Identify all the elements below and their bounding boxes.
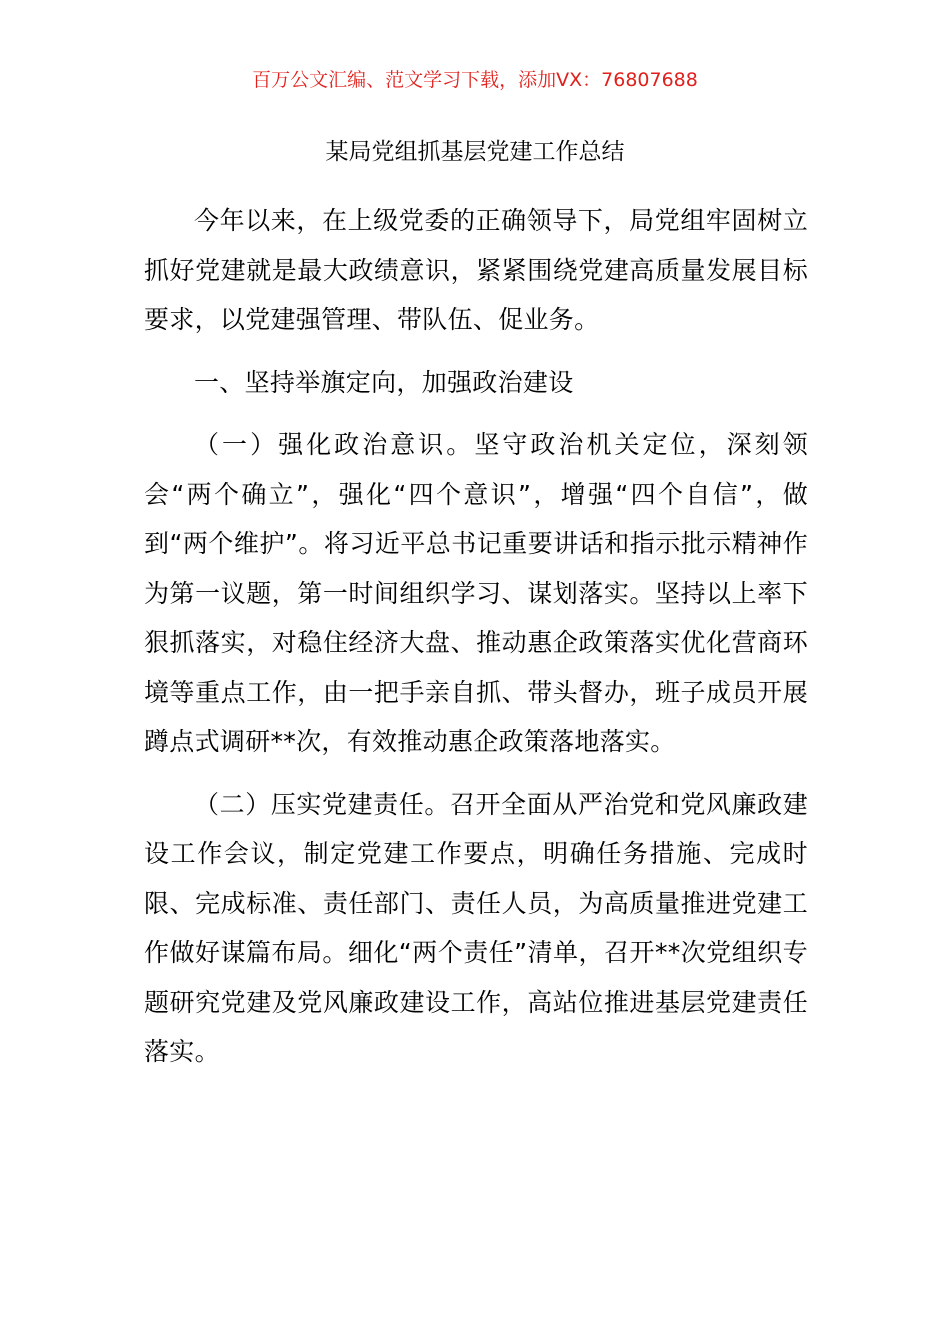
subsection-paragraph-2: （二）压实党建责任。召开全面从严治党和党风廉政建设工作会议，制定党建工作要点，明确任务措施、完成时限、完成标准、责任部门、责任人员，为高质量推进党建工作做好谋篇布局。细化“两个责任”清单，召开**次党组织专题研究党建及党风廉政建设工作，高站位推进基层党建责任落实。 — [144, 789, 808, 1066]
subsection-paragraph-1: （一）强化政治意识。坚守政治机关定位，深刻领会“两个确立”，强化“四个意识”，增强“四个自信”，做到“两个维护”。将习近平总书记重要讲话和指示批示精神作为第一议题，第一时间组织学习、谋划落实。坚持以上率下狠抓落实，对稳住经济大盘、推动惠企政策落实优化营商环境等重点工作，由一把手亲自抓、带头督办，班子成员开展蹲点式调研**次，有效推动惠企政策落地落实。 — [144, 430, 808, 756]
section-heading-1: 一、坚持举旗定向，加强政治建设 — [194, 367, 574, 397]
document-body — [144, 196, 808, 1090]
document-title: 某局党组抓基层党建工作总结 — [325, 139, 625, 165]
header-banner: 百万公文汇编、范文学习下载，添加VX：76807688 — [252, 69, 698, 91]
intro-paragraph: 今年以来，在上级党委的正确领导下，局党组牢固树立抓好党建就是最大政绩意识，紧紧围绕党建高质量发展目标要求，以党建强管理、带队伍、促业务。 — [144, 206, 808, 334]
